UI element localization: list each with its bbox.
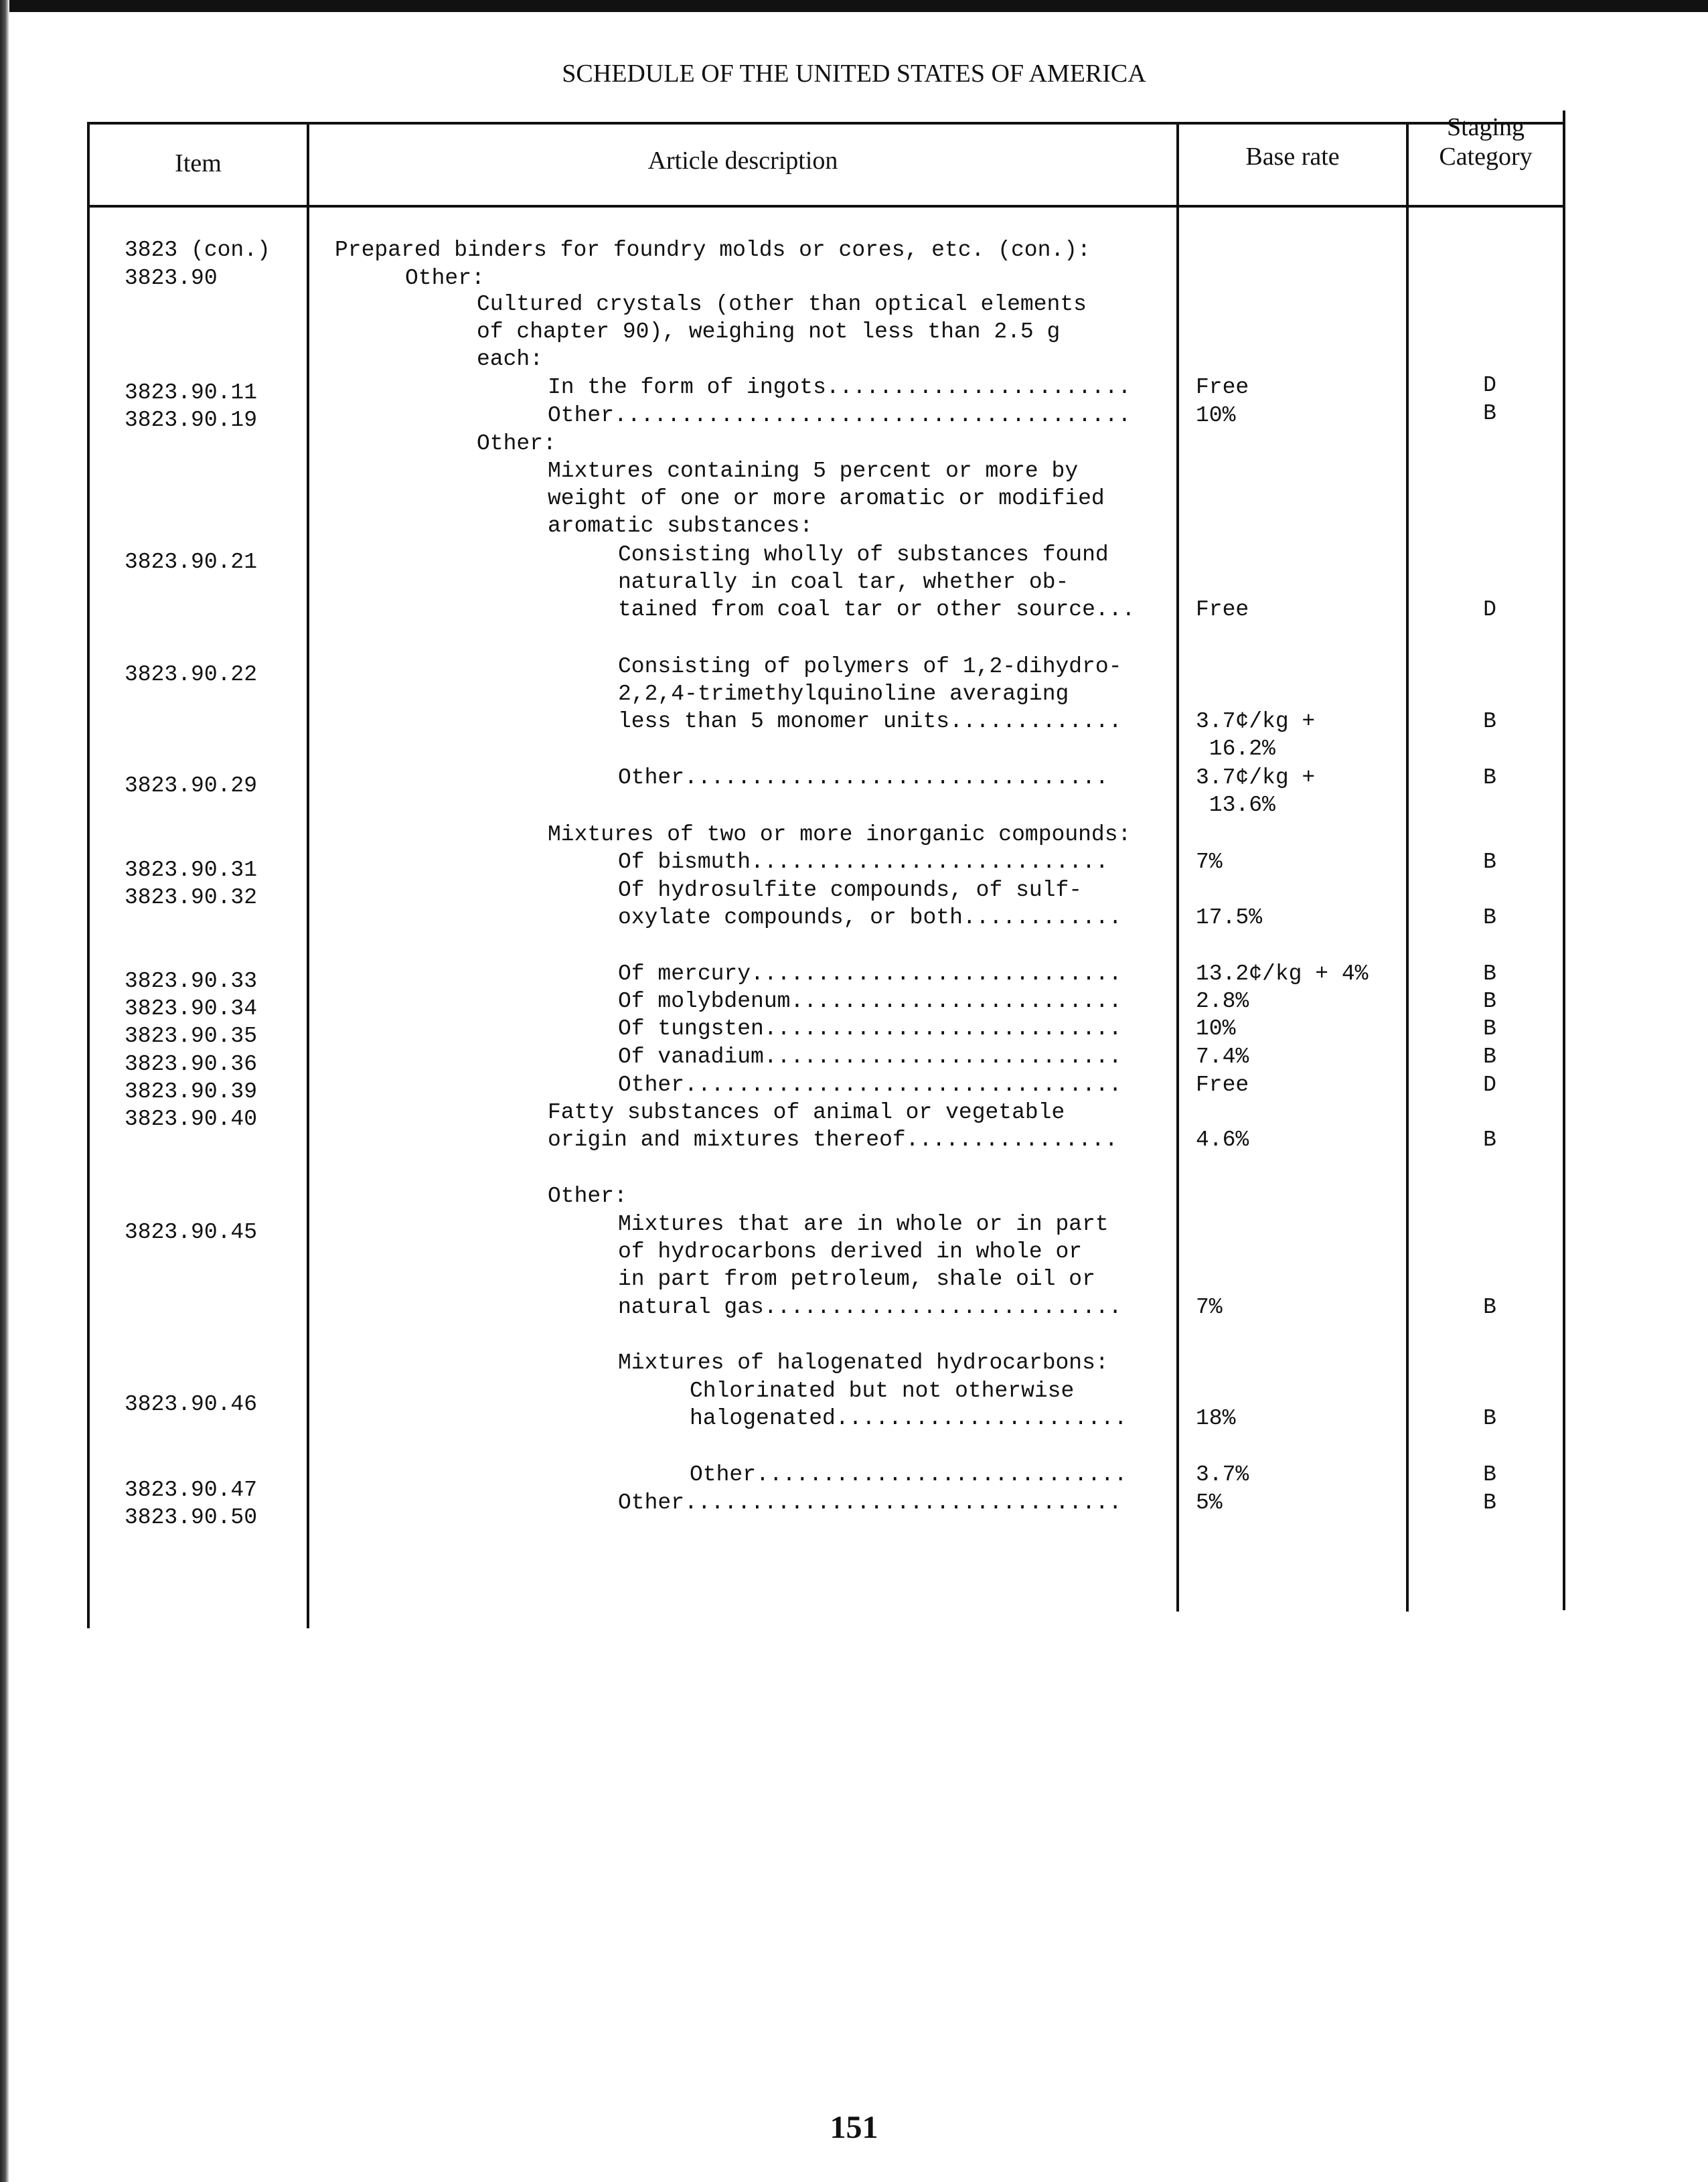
item-column-divider xyxy=(307,122,309,1628)
description-line: Other................................. xyxy=(618,1490,1122,1515)
page-number: 151 xyxy=(830,2110,878,2145)
staging-category-value: B xyxy=(1483,1044,1496,1069)
base-rate-value: 10% xyxy=(1196,1016,1236,1041)
item-number: 3823.90.47 xyxy=(125,1478,258,1502)
description-line: Fatty substances of animal or vegetable xyxy=(548,1100,1065,1125)
base-rate-value: 3.7¢/kg + xyxy=(1196,709,1316,734)
item-number: 3823.90.45 xyxy=(125,1220,258,1245)
staging-category-value: B xyxy=(1483,850,1496,874)
description-line: weight of one or more aromatic or modified xyxy=(548,486,1105,511)
staging-category-value: B xyxy=(1483,1490,1496,1515)
item-number: 3823 (con.) xyxy=(125,238,270,262)
description-line: Other: xyxy=(405,266,485,291)
base-rate-value: 7.4% xyxy=(1196,1044,1249,1069)
item-number: 3823.90.46 xyxy=(125,1392,258,1417)
base-rate-value: 2.8% xyxy=(1196,989,1249,1014)
description-line: Mixtures of two or more inorganic compounds: xyxy=(548,822,1132,847)
base-rate-value: 17.5% xyxy=(1196,905,1263,930)
description-line: origin and mixtures thereof................ xyxy=(548,1127,1118,1152)
table-left-border xyxy=(87,122,90,1628)
base-rate-value: Free xyxy=(1196,597,1249,622)
rate-column-divider xyxy=(1406,122,1409,1612)
description-line: Chlorinated but not otherwise xyxy=(690,1379,1075,1403)
staging-category-value: B xyxy=(1483,1016,1496,1041)
staging-category-value: B xyxy=(1483,1295,1496,1320)
base-rate-value: 3.7¢/kg + xyxy=(1196,765,1316,790)
description-line: Other............................ xyxy=(690,1462,1128,1487)
item-number: 3823.90.34 xyxy=(125,996,258,1021)
description-line: oxylate compounds, or both............ xyxy=(618,905,1122,930)
description-line: Consisting of polymers of 1,2-dihydro- xyxy=(618,654,1122,679)
description-line: less than 5 monomer units............. xyxy=(618,709,1122,734)
description-line: Cultured crystals (other than optical elements xyxy=(477,292,1087,317)
staging-category-value: B xyxy=(1483,1406,1496,1431)
description-line: naturally in coal tar, whether ob- xyxy=(618,570,1069,595)
base-rate-value: 16.2% xyxy=(1196,736,1275,761)
table-right-border xyxy=(1563,110,1565,1610)
description-line: natural gas........................... xyxy=(618,1295,1122,1320)
description-line: Prepared binders for foundry molds or cores, etc. (con.): xyxy=(335,238,1091,262)
description-line: Other................................. xyxy=(618,1073,1122,1097)
header-item: Item xyxy=(175,149,222,177)
description-line: Mixtures containing 5 percent or more by xyxy=(548,459,1079,483)
description-line: Mixtures of halogenated hydrocarbons: xyxy=(618,1350,1109,1375)
description-line: Of molybdenum......................... xyxy=(618,989,1122,1014)
description-line: halogenated...................... xyxy=(690,1406,1128,1431)
item-number: 3823.90.11 xyxy=(125,380,258,405)
item-number: 3823.90.39 xyxy=(125,1079,258,1104)
description-line: 2,2,4-trimethylquinoline averaging xyxy=(618,682,1069,706)
item-number: 3823.90.40 xyxy=(125,1107,258,1132)
item-number: 3823.90.35 xyxy=(125,1024,258,1048)
base-rate-value: 3.7% xyxy=(1196,1462,1249,1487)
description-line: each: xyxy=(477,347,544,372)
staging-category-value: D xyxy=(1483,597,1496,622)
base-rate-value: 10% xyxy=(1196,403,1236,428)
header-base-rate: Base rate xyxy=(1245,143,1340,171)
staging-category-value: B xyxy=(1483,905,1496,930)
item-number: 3823.90.19 xyxy=(125,408,258,433)
description-line: of hydrocarbons derived in whole or xyxy=(618,1239,1083,1264)
description-line: Other: xyxy=(548,1184,627,1209)
staging-category-value: B xyxy=(1483,961,1496,986)
scan-top-edge xyxy=(0,0,1708,12)
description-line: Other....................................... xyxy=(548,403,1132,428)
item-number: 3823.90.32 xyxy=(125,885,258,910)
description-line: Of vanadium........................... xyxy=(618,1044,1122,1069)
staging-category-value: D xyxy=(1483,1073,1496,1097)
staging-category-value: D xyxy=(1483,373,1496,398)
staging-category-value: B xyxy=(1483,401,1496,426)
item-number: 3823.90.31 xyxy=(125,858,258,882)
base-rate-value: 7% xyxy=(1196,1295,1223,1320)
header-article-description: Article description xyxy=(647,147,838,175)
base-rate-value: 13.6% xyxy=(1196,793,1275,817)
base-rate-value: Free xyxy=(1196,1073,1249,1097)
base-rate-value: 7% xyxy=(1196,850,1223,874)
description-line: Consisting wholly of substances found xyxy=(618,542,1109,567)
description-line: of chapter 90), weighing not less than 2.5 g xyxy=(477,319,1061,344)
description-line: aromatic substances: xyxy=(548,514,813,538)
description-line: In the form of ingots....................... xyxy=(548,375,1132,400)
item-number: 3823.90.36 xyxy=(125,1052,258,1077)
item-number: 3823.90.29 xyxy=(125,773,258,798)
base-rate-value: 13.2¢/kg + 4% xyxy=(1196,961,1369,986)
item-number: 3823.90.22 xyxy=(125,662,258,687)
header-staging-category: Staging Category xyxy=(1439,113,1533,171)
description-line: Of mercury............................ xyxy=(618,961,1122,986)
staging-category-value: B xyxy=(1483,709,1496,734)
description-line: Of hydrosulfite compounds, of sulf- xyxy=(618,878,1083,903)
base-rate-value: 4.6% xyxy=(1196,1127,1249,1152)
item-number: 3823.90.50 xyxy=(125,1505,258,1530)
base-rate-value: 18% xyxy=(1196,1406,1236,1431)
page-title: SCHEDULE OF THE UNITED STATES OF AMERICA xyxy=(562,60,1146,88)
staging-category-value: B xyxy=(1483,1462,1496,1487)
description-line: Other................................ xyxy=(618,765,1109,790)
item-number: 3823.90.21 xyxy=(125,550,258,574)
item-number: 3823.90.33 xyxy=(125,969,258,994)
description-line: tained from coal tar or other source... xyxy=(618,597,1136,622)
item-number: 3823.90 xyxy=(125,266,218,291)
description-line: Of bismuth........................... xyxy=(618,850,1109,874)
description-line: Other: xyxy=(477,431,556,456)
staging-category-value: B xyxy=(1483,765,1496,790)
base-rate-value: Free xyxy=(1196,375,1249,400)
scan-left-edge xyxy=(0,0,9,2182)
description-line: in part from petroleum, shale oil or xyxy=(618,1267,1095,1292)
description-line: Mixtures that are in whole or in part xyxy=(618,1212,1109,1237)
staging-category-value: B xyxy=(1483,1127,1496,1152)
staging-category-value: B xyxy=(1483,989,1496,1014)
description-line: Of tungsten........................... xyxy=(618,1016,1122,1041)
description-column-divider xyxy=(1176,122,1179,1612)
base-rate-value: 5% xyxy=(1196,1490,1223,1515)
